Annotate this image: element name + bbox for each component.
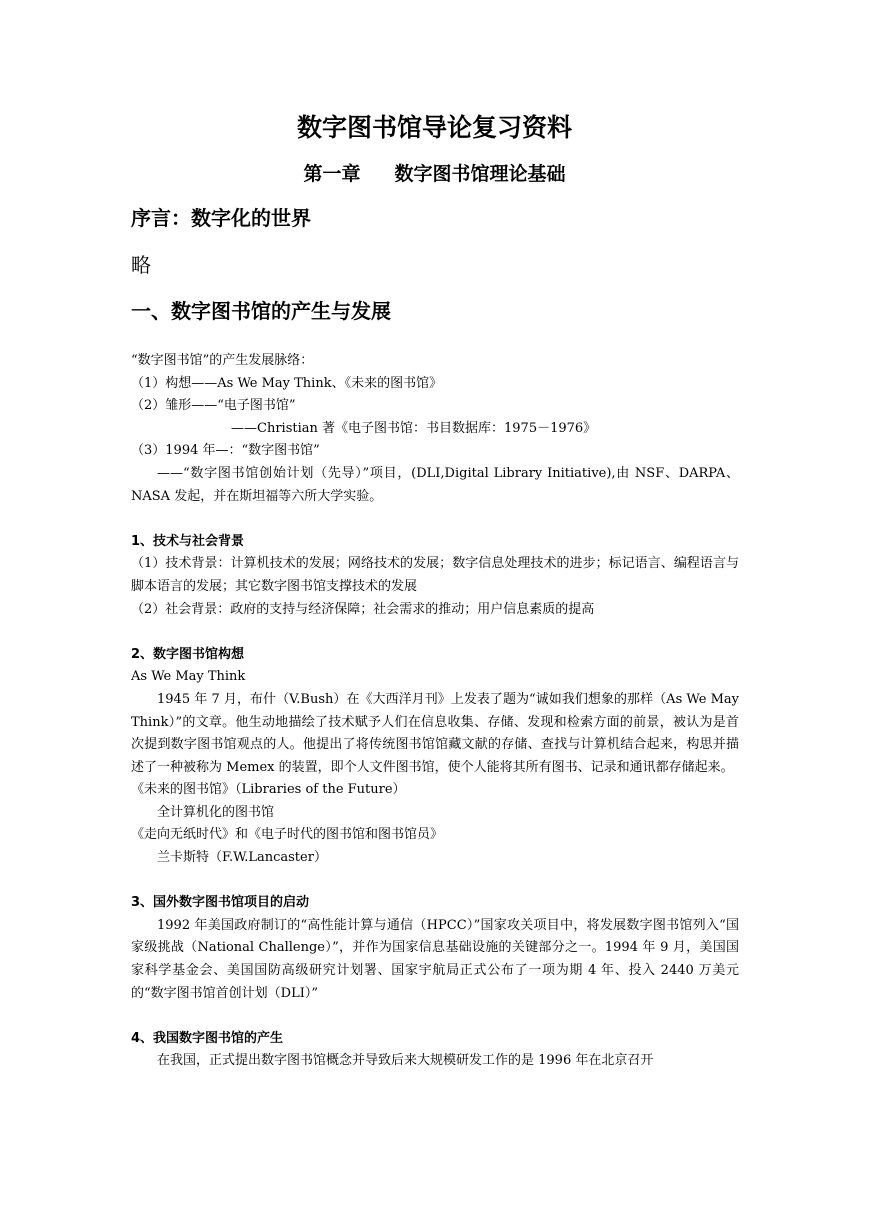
subsection-2-heading: 2、数字图书馆构想 <box>131 646 245 662</box>
hpcc-paragraph: 1992 年美国政府制订的“高性能计算与通信（HPCC）”国家攻关项目中，将发展数字图书馆列入“国家级挑战（National Challenge）”，并作为国家信息基础设施的关键部分之一。1994 年 9 月，美国国家科学基金会、美国国防高级研究计划署、国家宇航局正式公布了一项为期 4 年、投入 2440 万美元的“数字图书馆首创计划（DLI）” <box>131 917 739 1001</box>
libraries-of-future-label: 《未来的图书馆》（Libraries of the Future） <box>131 782 406 798</box>
document-title: 数字图书馆导论复习资料 <box>296 113 572 142</box>
lancaster-text: 兰卡斯特（F.W.Lancaster） <box>157 850 327 866</box>
preface-heading: 序言：数字化的世界 <box>131 206 311 230</box>
china-paragraph: 在我国，正式提出数字图书馆概念并导致后来大规模研发工作的是 1996 年在北京召开 <box>157 1053 654 1069</box>
preface-text: 略 <box>131 253 151 277</box>
chapter-number: 第一章 <box>303 163 361 185</box>
subsection-4-heading: 4、我国数字图书馆的产生 <box>131 1030 284 1046</box>
context-line-3-detail: ——“数字图书馆创始计划（先导）”项目，(DLI,Digital Library Initiative),由 NSF、DARPA、NASA 发起，并在斯坦福等六所大学实验。 <box>131 465 739 504</box>
tech-background: （1）技术背景：计算机技术的发展；网络技术的发展；数字信息处理技术的进步；标记语言、编程语言与脚本语言的发展；其它数字图书馆支撑技术的发展 <box>131 556 739 594</box>
chapter-heading <box>0 160 869 188</box>
computerized-library-text: 全计算机化的图书馆 <box>157 804 275 820</box>
chapter-name: 数字图书馆理论基础 <box>394 163 566 185</box>
subsection-3-heading: 3、国外数字图书馆项目的启动 <box>131 895 310 911</box>
context-line-2: （2）雏形——“电子图书馆” <box>131 398 296 414</box>
context-line-1: （1）构想——As We May Think、《未来的图书馆》 <box>131 375 443 391</box>
context-intro: “数字图书馆”的产生发展脉络： <box>131 353 314 368</box>
context-line-2-detail: ——Christian 著《电子图书馆：书目数据库：1975－1976》 <box>231 420 597 436</box>
section-1-body <box>131 350 739 1073</box>
bush-paragraph: 1945 年 7 月，布什（V.Bush）在《大西洋月刊》上发表了题为“诚如我们想象的那样（As We May Think）”的文章。他生动地描绘了技术赋予人们在信息收集、存储、发现和检索方面的前景，被认为是首次提到数字图书馆观点的人。他提出了将传统图书馆馆藏文献的存储、查找与计算机结合起来，构思并描述了一种被称为 Memex 的装置，即个人文件图书馆，使个人能将其所有图书、记录和通讯都存储起来。 <box>131 691 739 775</box>
subsection-1-heading: 1、技术与社会背景 <box>131 533 245 549</box>
as-we-may-think-label: As We May Think <box>131 669 246 685</box>
paperless-books-label: 《走向无纸时代》和《电子时代的图书馆和图书馆员》 <box>131 827 444 843</box>
section-1-heading: 一、数字图书馆的产生与发展 <box>131 299 391 323</box>
social-background: （2）社会背景：政府的支持与经济保障；社会需求的推动；用户信息素质的提高 <box>131 601 595 617</box>
context-line-3: （3）1994 年—：“数字图书馆” <box>131 443 320 459</box>
